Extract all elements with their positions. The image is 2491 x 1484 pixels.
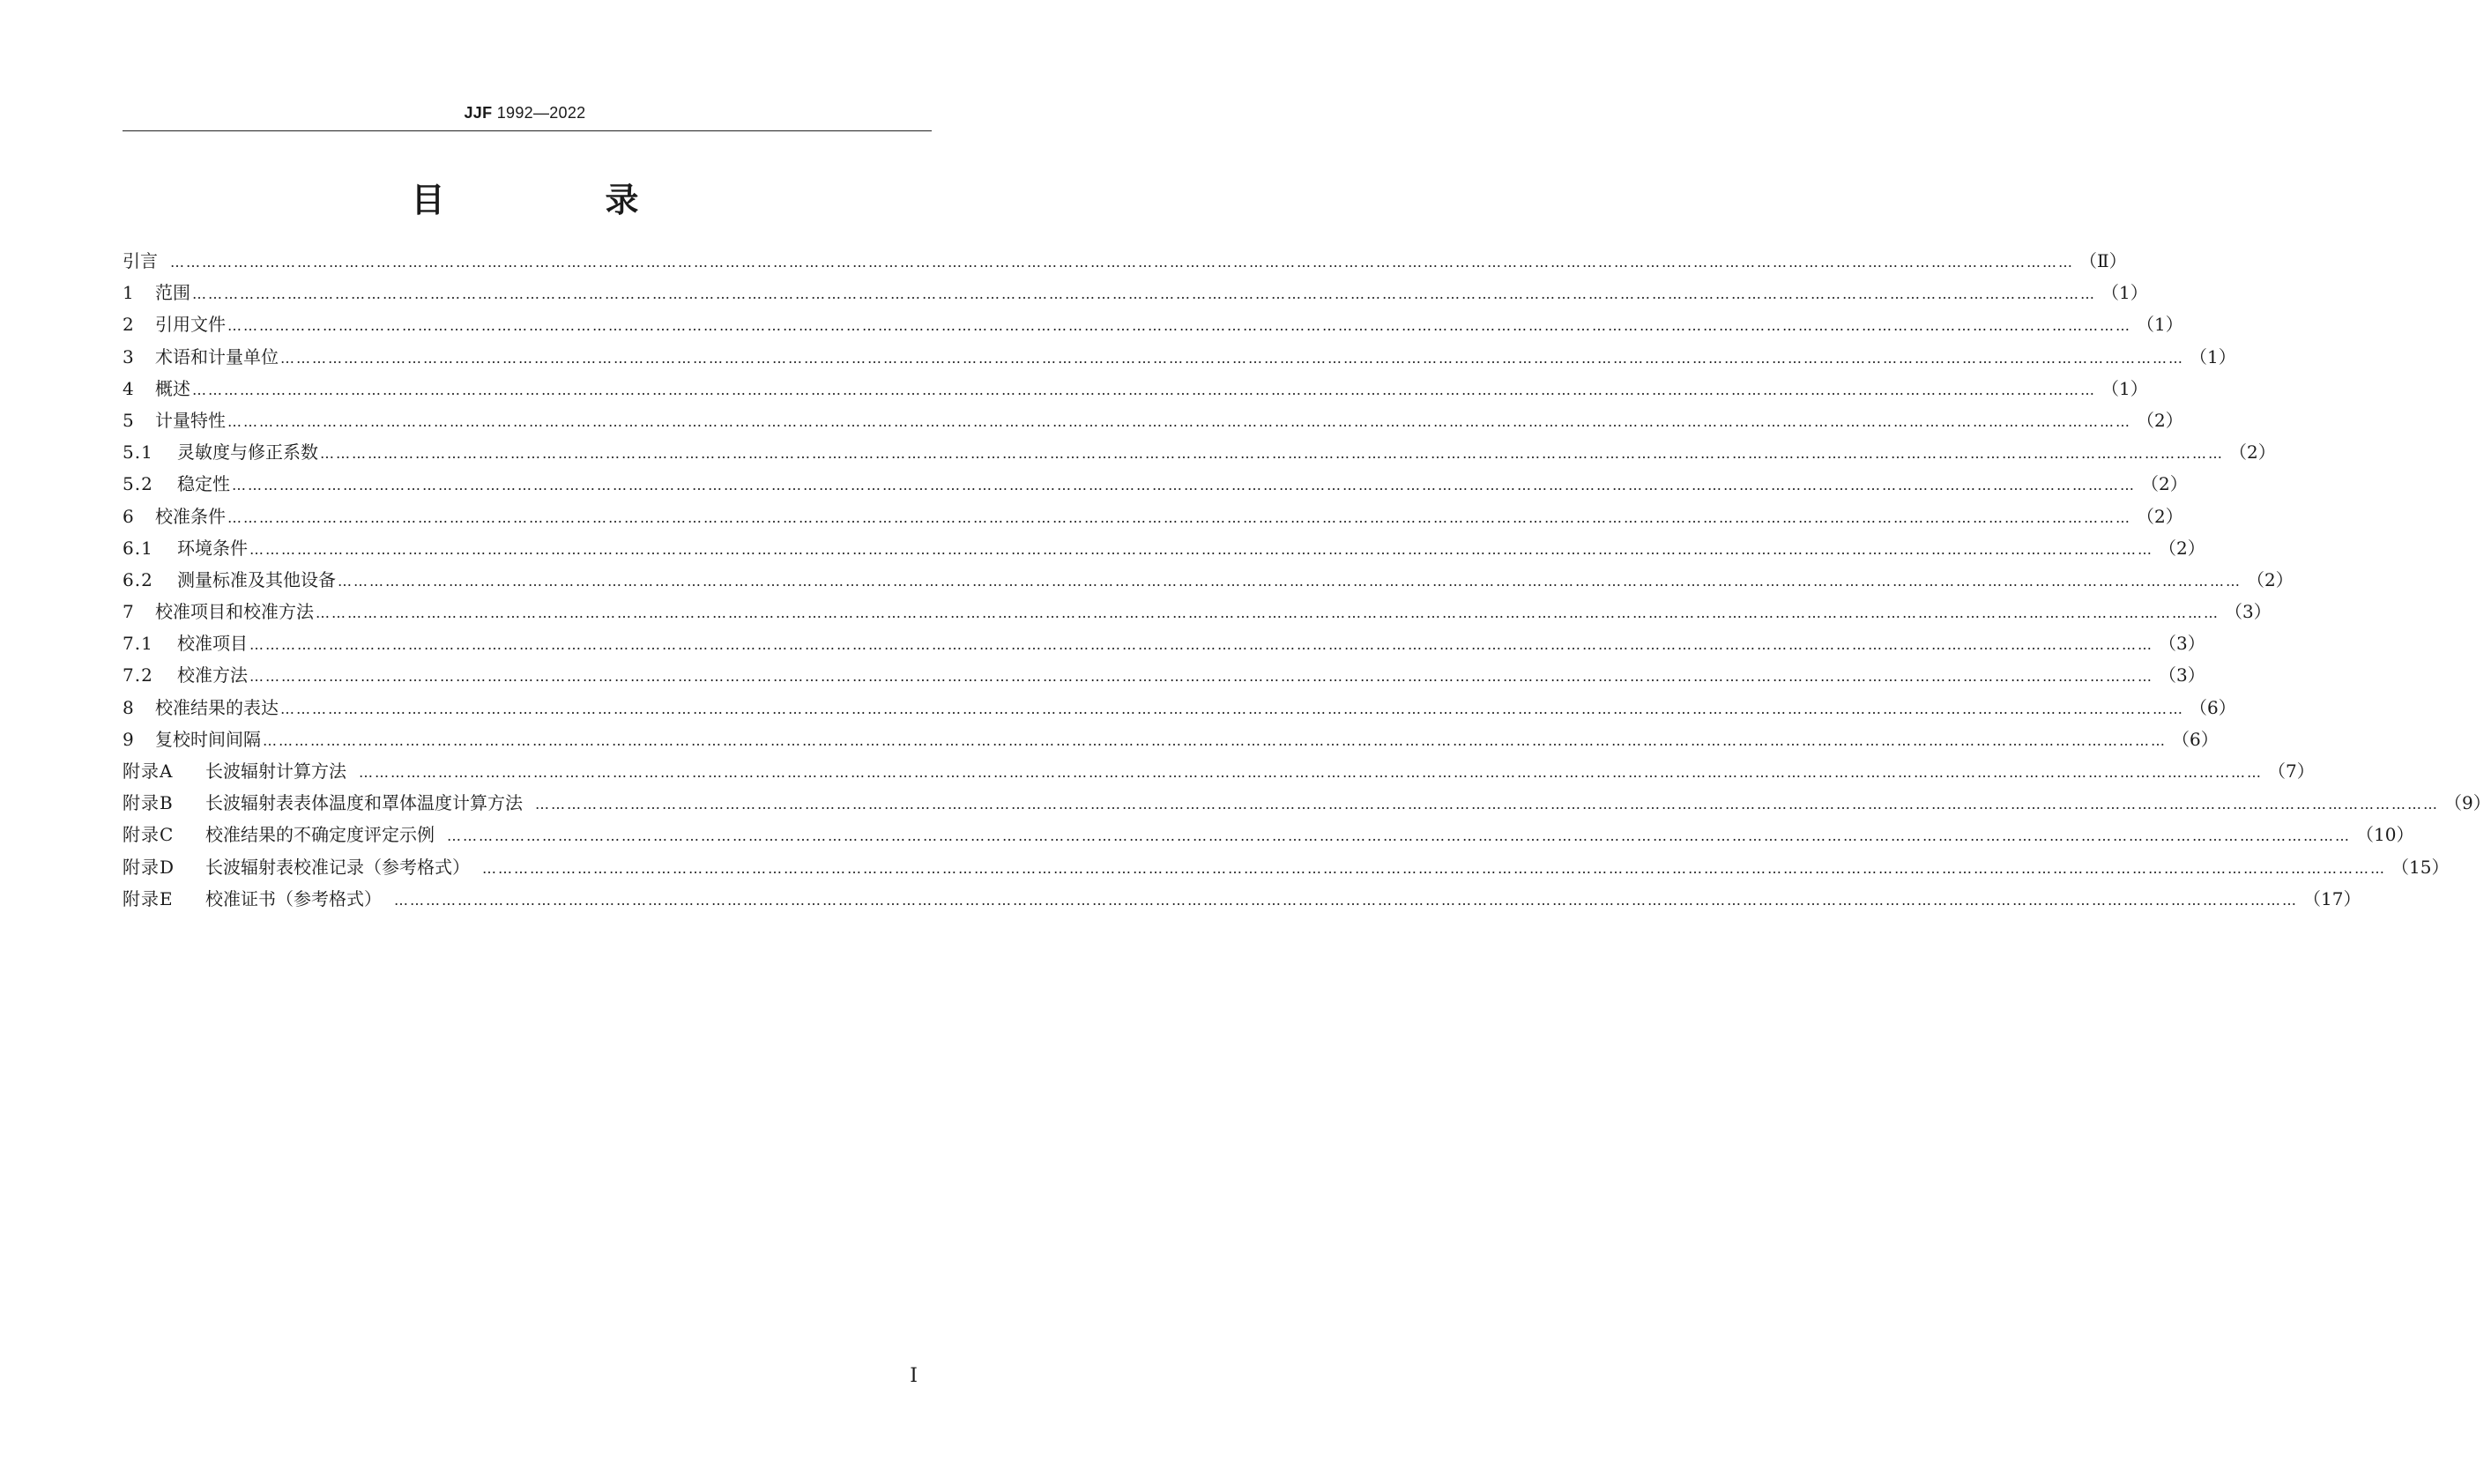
- toc-entry[interactable]: [123, 564, 2294, 596]
- toc-entry-number: 6.2: [123, 568, 153, 590]
- toc-entry-page: （2）: [2229, 441, 2276, 464]
- toc-entry-title: 测量标准及其他设备: [177, 568, 336, 590]
- toc-entry[interactable]: [123, 532, 2205, 564]
- toc-entry-title: 引用文件: [155, 314, 226, 336]
- dot-leader: ………………………………………………………………………………………………………………………………………………………………………………………………………………………………………………………………………………………………………………………………: [535, 796, 2439, 813]
- toc-entry-number: 7: [123, 601, 135, 623]
- toc-entry-number: 附录E: [123, 887, 174, 909]
- dot-leader: ………………………………………………………………………………………………………………………………………………………………………………………………………………………………………………………………………………………………………………………………: [192, 381, 2096, 398]
- toc-entry-label: [123, 404, 226, 436]
- toc-entry[interactable]: [123, 596, 2272, 627]
- toc-entry-label: [123, 468, 230, 500]
- dot-leader: ………………………………………………………………………………………………………………………………………………………………………………………………………………………………………………………………………………………………………………………………: [227, 317, 2131, 335]
- toc-entry-page: （17）: [2303, 887, 2361, 909]
- toc-entry-label: [123, 692, 279, 723]
- toc-entry[interactable]: [123, 787, 2491, 819]
- toc-entry-title: 长波辐射计算方法: [205, 761, 346, 782]
- toc-entry-label: [123, 245, 158, 277]
- toc-entry-page: （1）: [2101, 282, 2148, 304]
- table-of-contents: [123, 245, 2491, 915]
- toc-entry-title: 环境条件: [177, 537, 248, 559]
- dot-leader: ………………………………………………………………………………………………………………………………………………………………………………………………………………………………………………………………………………………………………………………………: [249, 540, 2153, 558]
- toc-entry-title: 校准结果的不确定度评定示例: [205, 824, 435, 846]
- toc-entry[interactable]: [123, 627, 2205, 659]
- toc-entry-title: 计量特性: [155, 409, 226, 431]
- toc-entry-page: （2）: [2159, 537, 2205, 559]
- toc-entry-page: （2）: [2137, 409, 2183, 431]
- toc-entry-number: 5: [123, 409, 135, 431]
- toc-entry-page: （3）: [2225, 601, 2272, 623]
- toc-entry-label: [123, 851, 470, 883]
- toc-entry-number: 5.2: [123, 473, 153, 495]
- toc-entry-title: 校准结果的表达: [155, 696, 279, 718]
- toc-entry[interactable]: [123, 692, 2236, 723]
- toc-entry-number: 4: [123, 377, 135, 399]
- dot-leader: ………………………………………………………………………………………………………………………………………………………………………………………………………………………………………………………………………………………………………………………………: [280, 349, 2184, 367]
- toc-entry[interactable]: [123, 308, 2183, 340]
- toc-entry-number: 1: [123, 282, 135, 304]
- toc-entry-label: [123, 819, 435, 850]
- toc-entry-title: 稳定性: [177, 473, 230, 495]
- toc-entry-label: [123, 659, 248, 691]
- toc-entry-number: 7.1: [123, 633, 153, 655]
- toc-entry-number: 5.1: [123, 441, 153, 464]
- dot-leader: ………………………………………………………………………………………………………………………………………………………………………………………………………………………………………………………………………………………………………………………………: [192, 286, 2096, 303]
- toc-entry-number: 7.2: [123, 664, 153, 686]
- toc-entry-page: （7）: [2268, 761, 2315, 782]
- page-number: Ⅰ: [910, 1364, 918, 1386]
- toc-entry-title: 长波辐射表表体温度和罩体温度计算方法: [205, 792, 523, 814]
- dot-leader: ………………………………………………………………………………………………………………………………………………………………………………………………………………………………………………………………………………………………………………………………: [232, 477, 2136, 494]
- toc-entry-title: 长波辐射表校准记录（参考格式）: [205, 856, 470, 878]
- header-rule: [123, 130, 932, 131]
- toc-entry-label: [123, 341, 279, 373]
- toc-entry[interactable]: [123, 755, 2315, 787]
- toc-entry[interactable]: [123, 341, 2236, 373]
- toc-entry[interactable]: [123, 501, 2183, 532]
- dot-leader: ………………………………………………………………………………………………………………………………………………………………………………………………………………………………………………………………………………………………………………………………: [227, 508, 2131, 526]
- toc-entry-title: 校准项目: [177, 633, 248, 655]
- toc-title: 目 录: [411, 181, 703, 219]
- toc-entry-page: （2）: [2141, 473, 2188, 495]
- toc-entry[interactable]: [123, 245, 2127, 277]
- toc-entry-number: 附录B: [123, 792, 174, 814]
- dot-leader: ………………………………………………………………………………………………………………………………………………………………………………………………………………………………………………………………………………………………………………………………: [320, 445, 2224, 463]
- toc-entry-page: （2）: [2137, 505, 2183, 527]
- toc-entry-number: 6.1: [123, 537, 153, 559]
- toc-entry-page: （3）: [2159, 664, 2205, 686]
- toc-entry-number: 3: [123, 345, 135, 367]
- toc-entry-page: （1）: [2101, 377, 2148, 399]
- toc-entry-number: 8: [123, 696, 135, 718]
- toc-entry[interactable]: [123, 436, 2276, 468]
- toc-entry-label: [123, 755, 346, 787]
- toc-entry-title: 校准方法: [177, 664, 248, 686]
- toc-entry-page: （3）: [2159, 633, 2205, 655]
- toc-entry-title: 校准证书（参考格式）: [205, 887, 382, 909]
- dot-leader: ………………………………………………………………………………………………………………………………………………………………………………………………………………………………………………………………………………………………………………………………: [280, 700, 2184, 717]
- toc-entry-page: （15）: [2391, 856, 2450, 878]
- toc-entry-label: [123, 532, 248, 564]
- toc-entry-number: 9: [123, 728, 135, 750]
- toc-entry-label: [123, 436, 318, 468]
- toc-entry[interactable]: [123, 468, 2188, 500]
- dot-leader: ………………………………………………………………………………………………………………………………………………………………………………………………………………………………………………………………………………………………………………………………: [359, 764, 2263, 781]
- toc-entry[interactable]: [123, 851, 2450, 883]
- toc-entry-title: 概述: [155, 377, 190, 399]
- dot-leader: ………………………………………………………………………………………………………………………………………………………………………………………………………………………………………………………………………………………………………………………………: [249, 636, 2153, 654]
- standard-code-prefix: JJF: [464, 104, 493, 122]
- toc-entry[interactable]: [123, 659, 2205, 691]
- toc-entry-page: （2）: [2247, 568, 2294, 590]
- toc-entry-label: [123, 723, 261, 755]
- dot-leader: ………………………………………………………………………………………………………………………………………………………………………………………………………………………………………………………………………………………………………………………………: [249, 668, 2153, 686]
- toc-entry-page: （Ⅱ）: [2079, 250, 2127, 271]
- toc-entry[interactable]: [123, 277, 2148, 308]
- dot-leader: ………………………………………………………………………………………………………………………………………………………………………………………………………………………………………………………………………………………………………………………………: [482, 859, 2386, 877]
- toc-entry[interactable]: [123, 819, 2414, 850]
- dot-leader: ………………………………………………………………………………………………………………………………………………………………………………………………………………………………………………………………………………………………………………………………: [263, 731, 2167, 749]
- toc-entry[interactable]: [123, 883, 2361, 915]
- dot-leader: ………………………………………………………………………………………………………………………………………………………………………………………………………………………………………………………………………………………………………………………………: [394, 891, 2298, 909]
- dot-leader: ………………………………………………………………………………………………………………………………………………………………………………………………………………………………………………………………………………………………………………………………: [227, 412, 2131, 430]
- toc-entry-label: [123, 596, 314, 627]
- running-header: [0, 104, 1050, 122]
- toc-entry-title: 校准条件: [155, 505, 226, 527]
- toc-entry-page: （6）: [2172, 728, 2219, 750]
- standard-code-number: 1992—2022: [492, 104, 586, 122]
- toc-entry-label: [123, 308, 226, 340]
- toc-entry-label: [123, 787, 523, 819]
- toc-entry-title: 范围: [155, 282, 190, 304]
- toc-entry-title: 引言: [123, 250, 158, 271]
- toc-entry[interactable]: [123, 373, 2148, 404]
- toc-entry-title: 校准项目和校准方法: [155, 601, 314, 623]
- dot-leader: ………………………………………………………………………………………………………………………………………………………………………………………………………………………………………………………………………………………………………………………………: [338, 572, 2242, 590]
- toc-entry-page: （1）: [2137, 314, 2183, 336]
- toc-entry-number: 附录D: [123, 856, 175, 878]
- toc-entry-label: [123, 501, 226, 532]
- toc-entry-label: [123, 373, 190, 404]
- dot-leader: ………………………………………………………………………………………………………………………………………………………………………………………………………………………………………………………………………………………………………………………………: [316, 605, 2220, 622]
- toc-entry-title: 术语和计量单位: [155, 345, 279, 367]
- toc-entry[interactable]: [123, 723, 2219, 755]
- toc-entry-label: [123, 627, 248, 659]
- toc-entry[interactable]: [123, 404, 2183, 436]
- toc-entry-number: 附录A: [123, 761, 174, 782]
- toc-entry-number: 6: [123, 505, 135, 527]
- toc-entry-title: 复校时间间隔: [155, 728, 261, 750]
- toc-entry-title: 灵敏度与修正系数: [177, 441, 318, 464]
- toc-entry-label: [123, 277, 190, 308]
- toc-entry-number: 2: [123, 314, 135, 336]
- toc-entry-page: （9）: [2444, 792, 2491, 814]
- dot-leader: ………………………………………………………………………………………………………………………………………………………………………………………………………………………………………………………………………………………………………………………………: [170, 254, 2074, 271]
- dot-leader: ………………………………………………………………………………………………………………………………………………………………………………………………………………………………………………………………………………………………………………………………: [447, 827, 2351, 845]
- toc-entry-page: （1）: [2190, 345, 2236, 367]
- toc-entry-page: （10）: [2356, 824, 2414, 846]
- toc-entry-page: （6）: [2190, 696, 2236, 718]
- toc-entry-label: [123, 564, 336, 596]
- toc-entry-number: 附录C: [123, 824, 175, 846]
- toc-entry-label: [123, 883, 382, 915]
